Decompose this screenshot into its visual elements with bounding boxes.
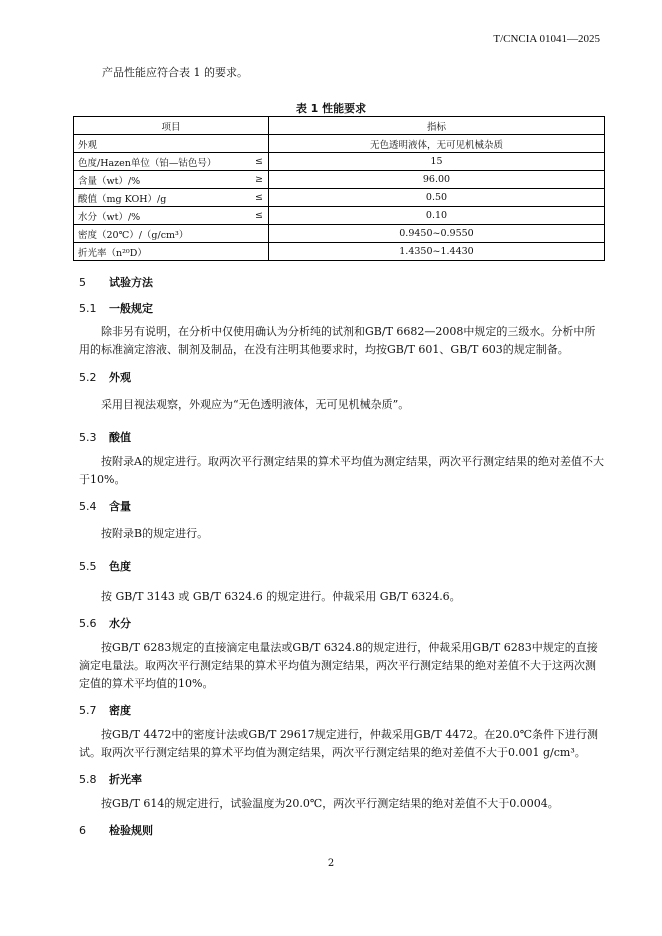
table-cell-item: 酸值（mg KOH）/g — [74, 189, 251, 207]
section-number: 6 — [79, 824, 86, 837]
section-number: 5.8 — [79, 773, 97, 786]
section-heading-5-5 — [79, 558, 131, 574]
table-row — [74, 153, 605, 171]
table-cell-value: 无色透明液体，无可见机械杂质 — [269, 135, 605, 153]
table-cell-value: 0.9450~0.9550 — [269, 225, 605, 243]
section-paragraph-5-4: 按附录B的规定进行。 — [101, 527, 209, 540]
section-number: 5.4 — [79, 500, 97, 513]
section-number: 5.6 — [79, 617, 97, 630]
table-header-index: 指标 — [269, 117, 605, 135]
table-cell-value: 96.00 — [269, 171, 605, 189]
section-number: 5.3 — [79, 431, 97, 444]
table-row — [74, 207, 605, 225]
section-paragraph-5-1: 除非另有说明，在分析中仅使用确认为分析纯的试剂和GB/T 6682—2008中规定的三级水。分析中所用的标准滴定溶液、制剂及制品，在没有注明其他要求时，均按GB/T 601、GB/T 603的规定制备。 — [79, 325, 596, 356]
table-cell-operator — [250, 243, 269, 261]
section-heading-5-3 — [79, 429, 131, 445]
table-cell-value: 1.4350~1.4430 — [269, 243, 605, 261]
table-cell-item: 水分（wt）/% — [74, 207, 251, 225]
section-title: 外观 — [109, 371, 131, 384]
section-title: 试验方法 — [109, 276, 153, 289]
table-cell-item: 色度/Hazen单位（铂—钴色号） — [74, 153, 251, 171]
section-heading-5-2 — [79, 369, 131, 385]
table-cell-operator — [250, 135, 269, 153]
section-title: 水分 — [109, 617, 131, 630]
table-row — [74, 171, 605, 189]
section-heading-5-6 — [79, 615, 131, 631]
table-cell-operator: ≤ — [250, 189, 269, 207]
section-title: 色度 — [109, 560, 131, 573]
table-cell-operator: ≥ — [250, 171, 269, 189]
table-row — [74, 135, 605, 153]
section-heading-5 — [79, 274, 153, 290]
section-title: 一般规定 — [109, 302, 153, 315]
table-cell-operator: ≤ — [250, 153, 269, 171]
section-paragraph-5-7: 按GB/T 4472中的密度计法或GB/T 29617规定进行，仲裁采用GB/T 4472。在20.0℃条件下进行测试。取两次平行测定结果的算术平均值为测定结果，两次平行测定结果的绝对差值不大于0.001 g/cm³。 — [79, 728, 599, 759]
table-cell-value: 0.10 — [269, 207, 605, 225]
section-number: 5 — [79, 276, 86, 289]
section-title: 检验规则 — [109, 824, 153, 837]
section-heading-5-1 — [79, 300, 153, 316]
section-paragraph-5-6: 按GB/T 6283规定的直接滴定电量法或GB/T 6324.8的规定进行，仲裁采用GB/T 6283中规定的直接滴定电量法。取两次平行测定结果的算术平均值为测定结果，两次平行测定结果的绝对差值不大于这两次测定值的算术平均值的10%。 — [79, 641, 598, 690]
section-number: 5.7 — [79, 704, 97, 717]
section-number: 5.1 — [79, 302, 97, 315]
table-cell-item: 密度（20℃）/（g/cm³） — [74, 225, 251, 243]
section-heading-6 — [79, 822, 153, 838]
section-title: 含量 — [109, 500, 131, 513]
table-cell-operator — [250, 225, 269, 243]
page-number: 2 — [327, 858, 335, 869]
table-caption: 表 1 性能要求 — [295, 102, 367, 115]
section-heading-5-7 — [79, 702, 131, 718]
table-cell-item: 含量（wt）/% — [74, 171, 251, 189]
section-paragraph-5-3: 按附录A的规定进行。取两次平行测定结果的算术平均值为测定结果，两次平行测定结果的绝对差值不大于10%。 — [79, 455, 604, 486]
section-paragraph-5-8: 按GB/T 614的规定进行，试验温度为20.0℃，两次平行测定结果的绝对差值不大于0.0004。 — [101, 797, 559, 810]
section-title: 密度 — [109, 704, 131, 717]
document-code-header: T/CNCIA 01041—2025 — [493, 33, 600, 45]
table-row — [74, 243, 605, 261]
table-header-row — [74, 117, 605, 135]
intro-paragraph: 产品性能应符合表 1 的要求。 — [102, 66, 248, 79]
section-heading-5-4 — [79, 498, 131, 514]
section-paragraph-5-2: 采用目视法观察，外观应为“无色透明液体，无可见机械杂质”。 — [101, 398, 410, 411]
table-row — [74, 189, 605, 207]
table-cell-operator: ≤ — [250, 207, 269, 225]
table-cell-value: 15 — [269, 153, 605, 171]
section-number: 5.5 — [79, 560, 97, 573]
table-cell-value: 0.50 — [269, 189, 605, 207]
section-number: 5.2 — [79, 371, 97, 384]
table-header-item: 项目 — [74, 117, 269, 135]
section-title: 酸值 — [109, 431, 131, 444]
performance-table — [73, 116, 605, 261]
table-cell-item: 外观 — [74, 135, 251, 153]
table-row — [74, 225, 605, 243]
section-heading-5-8 — [79, 771, 142, 787]
section-paragraph-5-5: 按 GB/T 3143 或 GB/T 6324.6 的规定进行。仲裁采用 GB/T 6324.6。 — [101, 590, 461, 603]
section-title: 折光率 — [109, 773, 142, 786]
table-cell-item: 折光率（n²⁰D） — [74, 243, 251, 261]
